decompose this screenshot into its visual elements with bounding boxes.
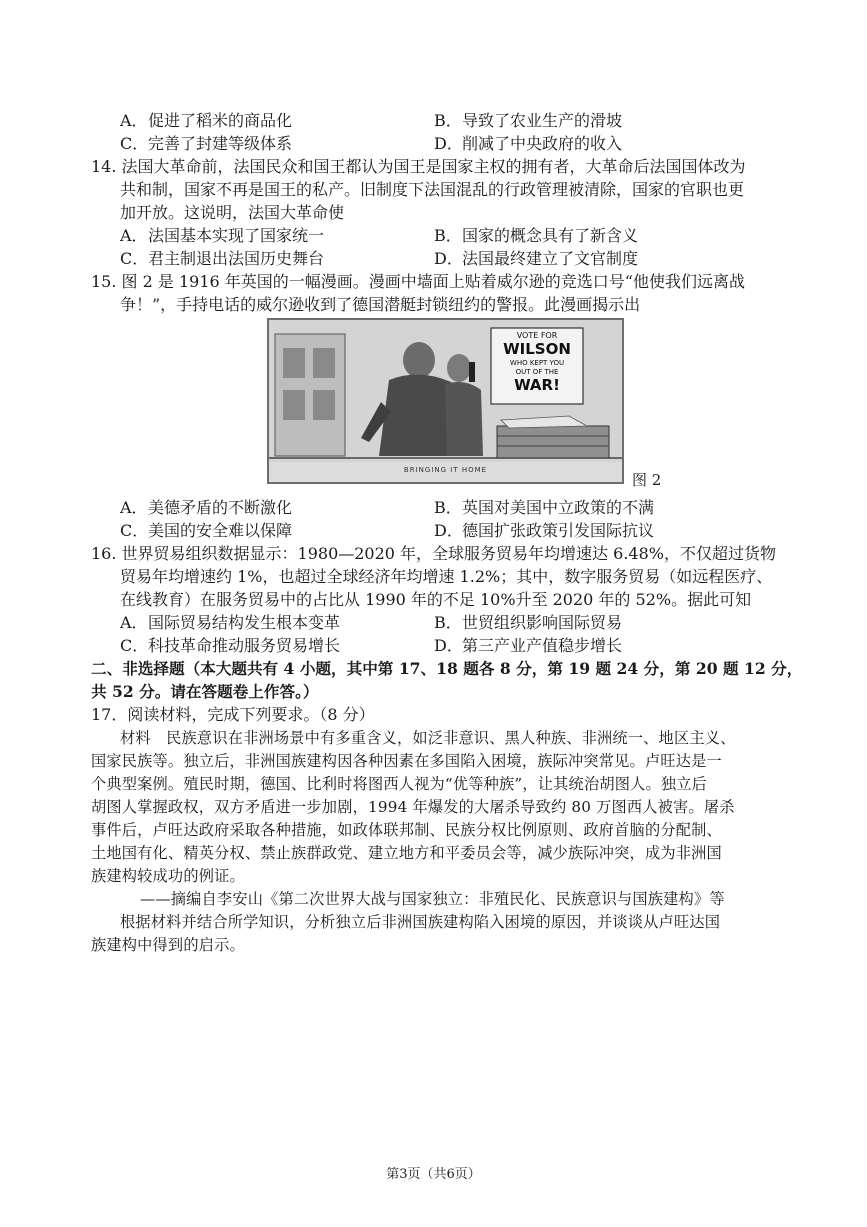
q13-option-a[interactable]: A．促进了稻米的商品化 (120, 111, 293, 130)
section2-heading: 二、非选择题（本大题共有 4 小题，其中第 17、18 题各 8 分，第 19 题 24 分，第 20 题 12 分， (91, 659, 803, 678)
q15-option-c[interactable]: C．美国的安全难以保障 (120, 521, 293, 540)
q15-stem-line: 争！”，手持电话的威尔逊收到了德国潜艇封锁纽约的警报。此漫画揭示出 (120, 295, 641, 314)
q17-material-line: 族建构较成功的例证。 (91, 867, 245, 885)
q16-stem-line: 在线教育）在服务贸易中的占比从 1990 年的不足 10%升至 2020 年的 52%。据此可知 (120, 590, 752, 609)
q17-material-line: 胡图人掌握政权，双方矛盾进一步加剧，1994 年爆发的大屠杀导致约 80 万图西人被害。屠杀 (91, 798, 735, 816)
q16-option-b[interactable]: B．世贸组织影响国际贸易 (434, 613, 623, 632)
q14-stem-line: 14. 法国大革命前，法国民众和国王都认为国王是国家主权的拥有者，大革命后法国国体改为 (91, 157, 746, 176)
q17-task-line: 族建构中得到的启示。 (91, 936, 245, 954)
q16-stem-line: 贸易年均增速约 1%，也超过全球经济年均增速 1.2%；其中，数字服务贸易（如远程医疗、 (120, 567, 773, 586)
q16-stem-line: 16. 世界贸易组织数据显示：1980—2020 年，全球服务贸易年均增速达 6.48%，不仅超过货物 (91, 544, 776, 563)
q15-option-b[interactable]: B．英国对美国中立政策的不满 (434, 498, 655, 517)
cartoon-caption: BRINGING IT HOME (403, 466, 488, 474)
q13-option-d[interactable]: D．削减了中央政府的收入 (434, 134, 623, 153)
page-number: 第3页（共6页） (386, 1167, 481, 1182)
q17-material-line: 材料 民族意识在非洲场景中有多重含义，如泛非意识、黑人种族、非洲统一、地区主义、 (120, 729, 736, 747)
q16-option-d[interactable]: D．第三产业产值稳步增长 (434, 636, 623, 655)
wilson-cartoon-image (267, 318, 624, 484)
q14-option-d[interactable]: D．法国最终建立了文官制度 (434, 249, 639, 268)
q17-task-line: 根据材料并结合所学知识，分析独立后非洲国族建构陷入困境的原因，并谈谈从卢旺达国 (120, 913, 721, 931)
section2-heading: 共 52 分。请在答题卷上作答。） (91, 682, 319, 701)
q15-stem-line: 15. 图 2 是 1916 年英国的一幅漫画。漫画中墙面上贴着威尔逊的竞选口号“他使我们远离战 (91, 272, 745, 291)
q14-option-b[interactable]: B．国家的概念具有了新含义 (434, 226, 639, 245)
q17-material-line: 土地国有化、精英分权、禁止族群政党、建立地方和平委员会等，减少族际冲突，成为非洲国 (91, 844, 722, 862)
q15-option-d[interactable]: D．德国扩张政策引发国际抗议 (434, 521, 655, 540)
q16-option-a[interactable]: A．国际贸易结构发生根本变革 (120, 613, 341, 632)
q16-option-c[interactable]: C．科技革命推动服务贸易增长 (120, 636, 341, 655)
q13-option-b[interactable]: B．导致了农业生产的滑坡 (434, 111, 623, 130)
campaign-poster: VOTE FOR WILSON WHO KEPT YOU OUT OF THE WAR! (503, 331, 571, 394)
q14-option-a[interactable]: A．法国基本实现了国家统一 (120, 226, 325, 245)
q14-option-c[interactable]: C．君主制退出法国历史舞台 (120, 249, 325, 268)
q17-material-line: 个典型案例。殖民时期，德国、比利时将图西人视为“优等种族”，让其统治胡图人。独立后 (91, 775, 708, 793)
q17-material-line: 事件后，卢旺达政府采取各种措施，如政体联邦制、民族分权比例原则、政府首脑的分配制、 (91, 821, 722, 839)
q15-option-a[interactable]: A．美德矛盾的不断激化 (120, 498, 293, 517)
q17-source: ——摘编自李安山《第二次世界大战与国家独立：非殖民化、民族意识与国族建构》等 (140, 890, 725, 908)
q14-stem-line: 加开放。这说明，法国大革命使 (120, 203, 345, 222)
q14-stem-line: 共和制，国家不再是国王的私产。旧制度下法国混乱的行政管理被清除，国家的官职也更 (120, 180, 745, 199)
q13-option-c[interactable]: C．完善了封建等级体系 (120, 134, 293, 153)
q17-material-line: 国家民族等。独立后，非洲国族建构因各种因素在多国陷入困境，族际冲突常见。卢旺达是一 (91, 752, 722, 770)
q17-title: 17．阅读材料，完成下列要求。（8 分） (91, 705, 375, 724)
figure-label: 图 2 (632, 471, 662, 489)
